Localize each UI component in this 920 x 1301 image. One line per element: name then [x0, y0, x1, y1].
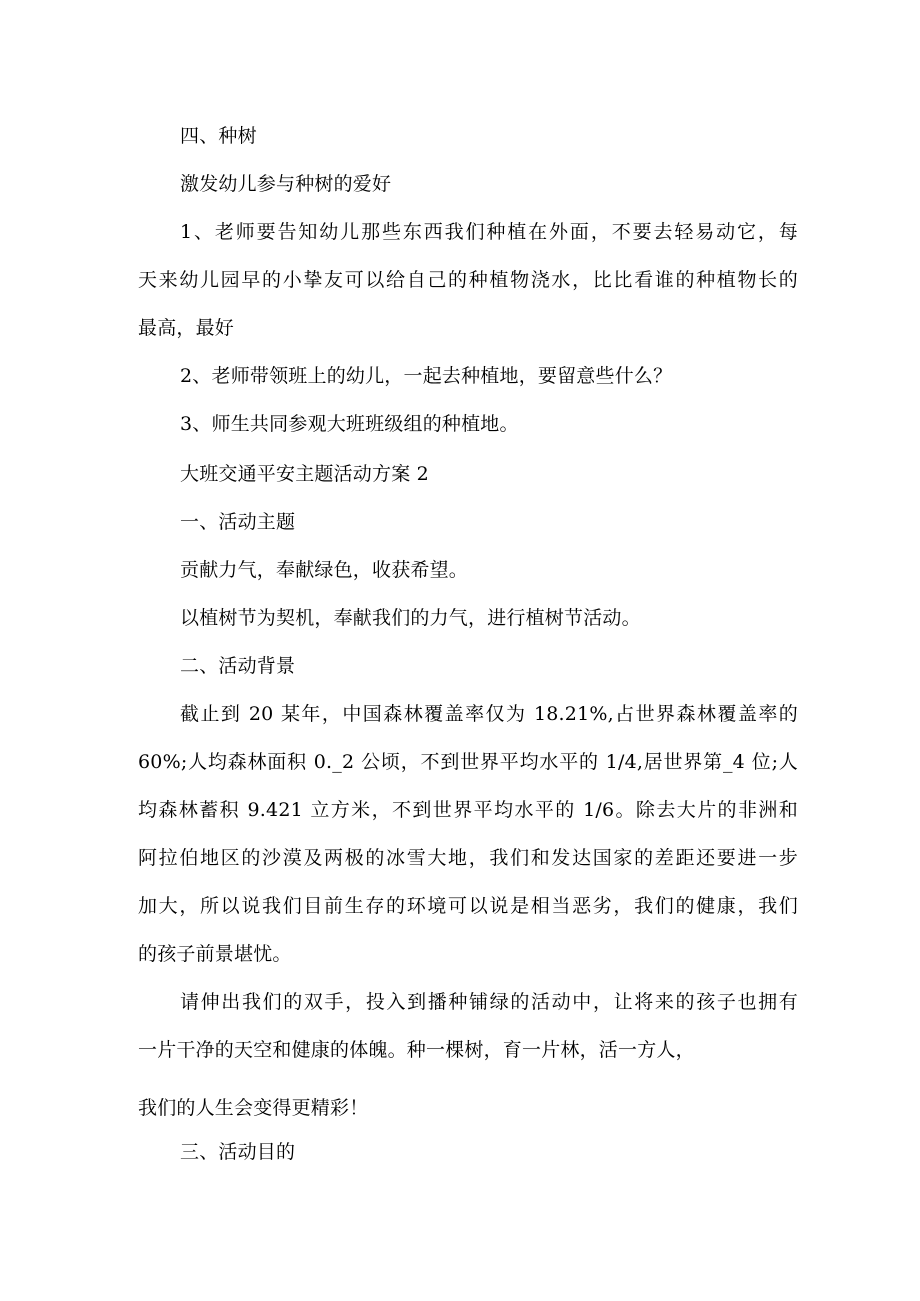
section-heading-theme: 一、活动主题 [180, 511, 296, 533]
paragraph-line: 贡献力气，奉献绿色，收获希望。 [180, 559, 469, 581]
paragraph-line: 天来幼儿园早的小挚友可以给自己的种植物浇水，比比看谁的种植物长的 [138, 269, 798, 291]
paragraph-line: 3、师生共同参观大班班级组的种植地。 [180, 413, 519, 435]
paragraph-line: 请伸出我们的双手，投入到播种铺绿的活动中，让将来的孩子也拥有 [180, 991, 798, 1013]
section-heading-plant-trees: 四、种树 [180, 125, 257, 147]
paragraph-line: 激发幼儿参与种树的爱好 [180, 173, 392, 195]
paragraph-line: 均森林蓄积 9.421 立方米，不到世界平均水平的 1/6。除去大片的非洲和 [138, 799, 798, 821]
document-title: 大班交通平安主题活动方案 2 [180, 463, 429, 485]
paragraph-line: 以植树节为契机，奉献我们的力气，进行植树节活动。 [180, 607, 641, 629]
paragraph-line: 最高，最好 [138, 317, 235, 339]
paragraph-line: 截止到 20 某年，中国森林覆盖率仅为 18.21%,占世界森林覆盖率的 [180, 703, 798, 725]
paragraph-line: 一片干净的天空和健康的体魄。种一棵树，育一片林，活一方人， [138, 1039, 695, 1061]
paragraph-line: 1、老师要告知幼儿那些东西我们种植在外面，不要去轻易动它，每 [180, 221, 798, 243]
paragraph-line: 2、老师带领班上的幼儿，一起去种植地，要留意些什么？ [180, 365, 673, 387]
section-heading-background: 二、活动背景 [180, 655, 296, 677]
paragraph-line: 的孩子前景堪忧。 [138, 943, 292, 965]
paragraph-line: 60%;人均森林面积 0._2 公顷，不到世界平均水平的 1/4,居世界第_4 位;人 [138, 751, 798, 773]
paragraph-line: 加大，所以说我们目前生存的环境可以说是相当恶劣，我们的健康，我们 [138, 895, 798, 917]
paragraph-line: 我们的人生会变得更精彩！ [138, 1097, 369, 1119]
paragraph-line: 阿拉伯地区的沙漠及两极的冰雪大地，我们和发达国家的差距还要进一步 [138, 847, 798, 869]
section-heading-purpose: 三、活动目的 [180, 1141, 296, 1163]
